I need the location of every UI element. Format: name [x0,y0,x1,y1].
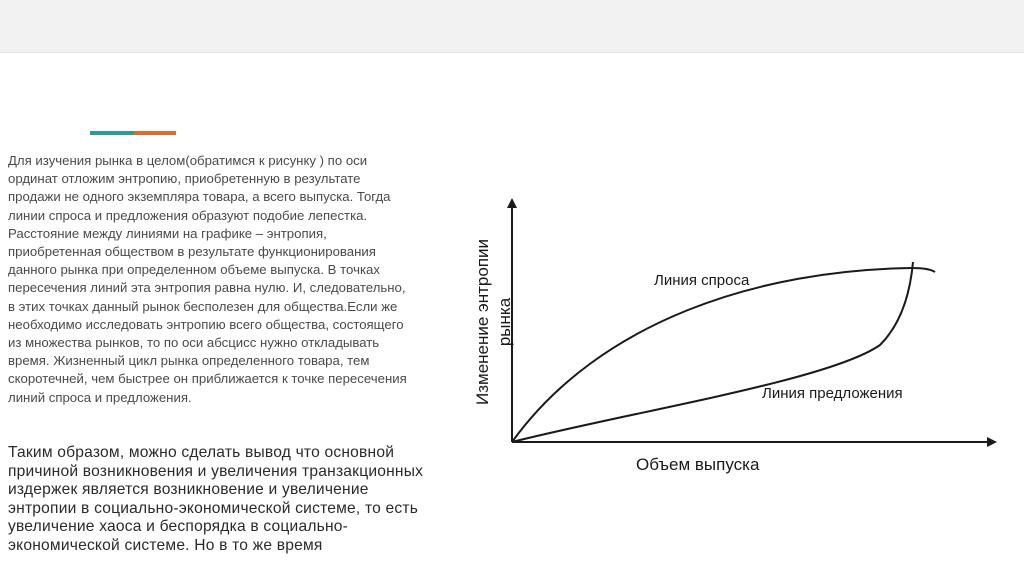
y-axis-label-line1: Изменение энтропии [473,238,492,406]
demand-curve [512,268,935,442]
supply-label: Линия предложения [762,385,903,402]
x-axis-label: Объем выпуска [636,455,760,474]
supply-curve [512,262,913,442]
y-axis-label-line2: рынка [495,297,514,347]
y-axis-label [473,239,514,405]
demand-label: Линия спроса [654,272,750,289]
body-paragraph-2: Таким образом, можно сделать вывод что основной причиной возникновения и увеличения транзакционных издержек является возникновение и увеличение энтропии в социально-экономической системе, то есть увеличение хаоса и беспорядка в социально-экономической системе. Но в то же время [8,444,424,554]
body-paragraph-1: Для изучения рынка в целом(обратимся к рисунку ) по оси ординат отложим энтропию, приобретенную в результате продажи не одного экземпляра товара, а всего выпуска. Тогда линии спроса и предложения образуют подобие лепестка. Расстояние между линиями на графике – энтропия, приобретенная обществом в результате функционирования данного рынка при определенном объеме выпуска. В точках пересечения линий эта энтропия равна нулю. И, следовательно, в этих точках данный рынок бесполезен для общества.Если же необходимо исследовать энтропию всего общества, состоящего из множества рынков, то по оси абсцисс нужно откладывать время. Жизненный цикл рынка определенного товара, тем скоротечней, чем быстрее он приближается к точке пересечения линий спроса и предложения. [8,153,407,405]
